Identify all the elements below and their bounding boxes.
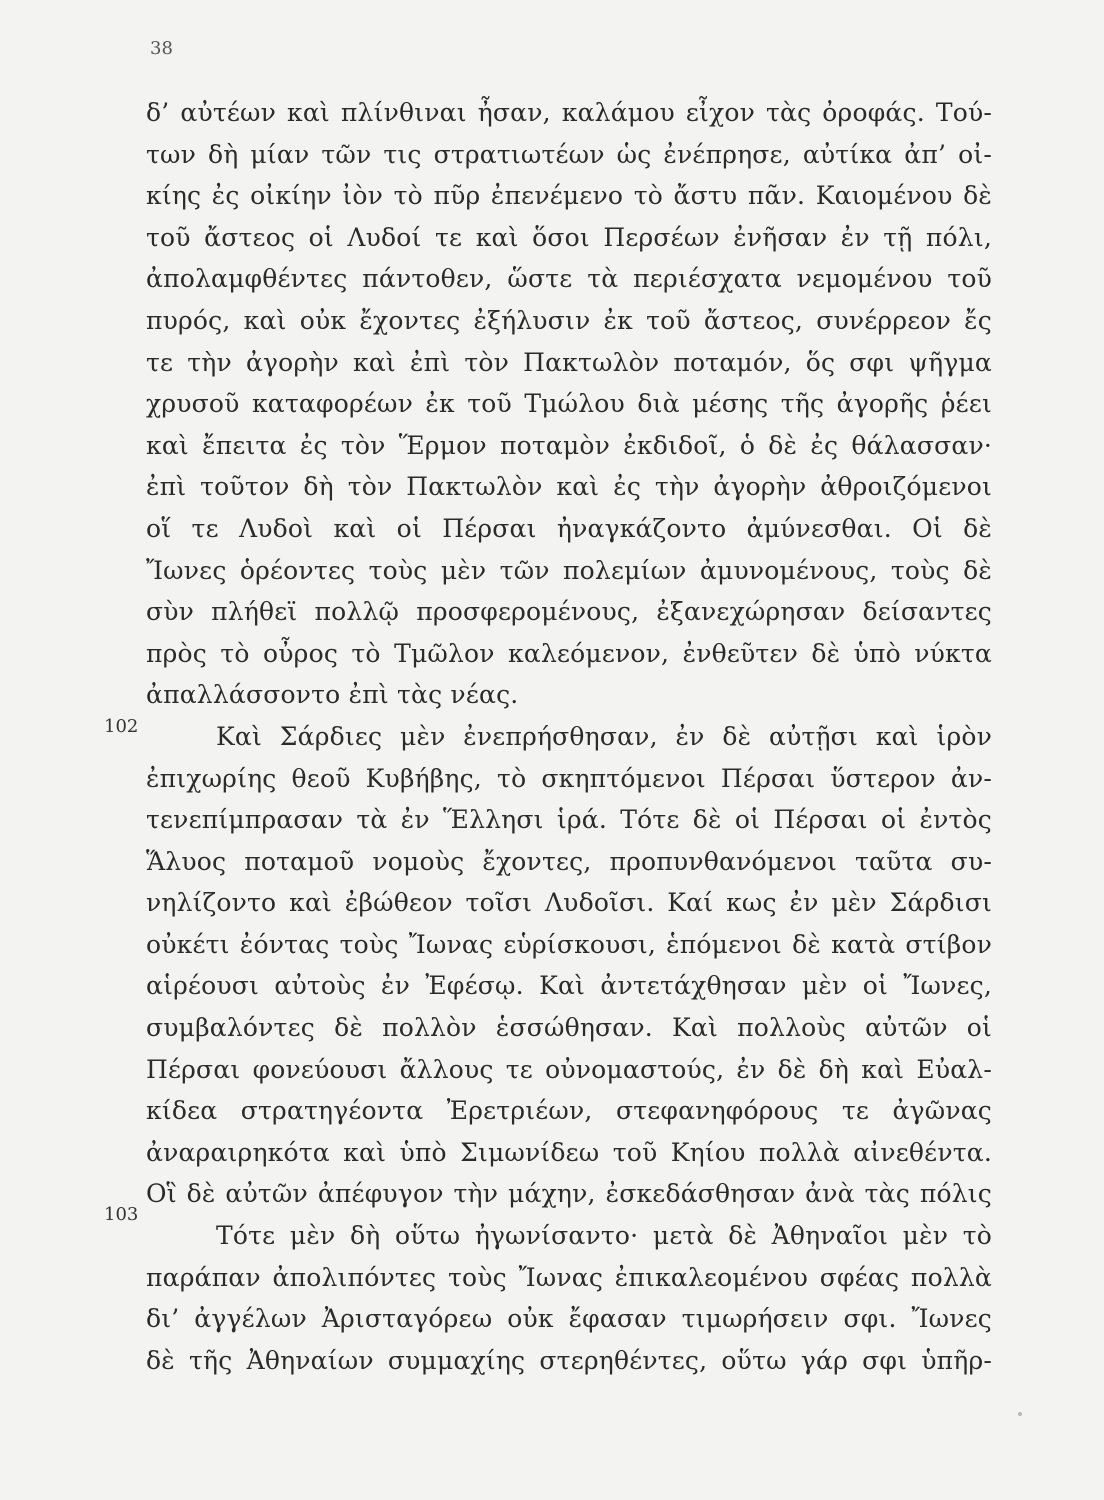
- section-number-103: 103: [104, 1204, 139, 1225]
- text-line: Ἅλυος ποταμοῦ νομοὺς ἔχοντες, προπυνθανόμενοι ταῦτα συ-: [146, 846, 992, 876]
- text-line: Καὶ Σάρδιες μὲν ἐνεπρήσθησαν, ἐν δὲ αὐτῇσι καὶ ἱρὸν: [216, 721, 992, 751]
- text-line: αἱρέουσι αὐτοὺς ἐν Ἐφέσῳ. Καὶ ἀντετάχθησαν μὲν οἱ Ἴωνες,: [146, 971, 992, 1001]
- text-line: ἀπολαμφθέντες πάντοθεν, ὥστε τὰ περιέσχατα νεμομένου τοῦ: [146, 264, 992, 294]
- text-line: πρὸς τὸ οὖρος τὸ Τμῶλον καλεόμενον, ἐνθεῦτεν δὲ ὑπὸ νύκτα: [146, 638, 992, 668]
- text-line: ἀναραιρηκότα καὶ ὑπὸ Σιμωνίδεω τοῦ Κηίου πολλὰ αἰνεθέντα.: [146, 1137, 992, 1167]
- text-line: Τότε μὲν δὴ οὕτω ἠγωνίσαντο· μετὰ δὲ Ἀθηναῖοι μὲν τὸ: [216, 1221, 992, 1251]
- text-line: των δὴ μίαν τῶν τις στρατιωτέων ὡς ἐνέπρησε, αὐτίκα ἀπ’ οἰ-: [146, 139, 992, 169]
- section-number-102: 102: [104, 716, 139, 737]
- text-line: συμβαλόντες δὲ πολλὸν ἑσσώθησαν. Καὶ πολλοὺς αὐτῶν οἱ: [146, 1013, 992, 1043]
- greek-text-block: [146, 92, 992, 1381]
- text-line: οἵ τε Λυδοὶ καὶ οἱ Πέρσαι ἠναγκάζοντο ἀμύνεσθαι. Οἱ δὲ: [146, 513, 992, 543]
- text-line: ἐπὶ τοῦτον δὴ τὸν Πακτωλὸν καὶ ἐς τὴν ἀγορὴν ἀθροιζόμενοι: [146, 472, 992, 502]
- text-line: δ’ αὐτέων καὶ πλίνθιναι ἦσαν, καλάμου εἶχον τὰς ὀροφάς. Τού-: [146, 98, 992, 127]
- paper-speck: [1018, 1412, 1022, 1416]
- text-line: κίης ἐς οἰκίην ἰὸν τὸ πῦρ ἐπενέμενο τὸ ἄστυ πᾶν. Καιομένου δὲ: [146, 181, 992, 211]
- text-line: ἀπαλλάσσοντο ἐπὶ τὰς νέας.: [146, 680, 519, 710]
- text-line: Πέρσαι φονεύουσι ἄλλους τε οὐνομαστούς, ἐν δὲ δὴ καὶ Εὐαλ-: [146, 1054, 992, 1084]
- text-line: πυρός, καὶ οὐκ ἔχοντες ἐξήλυσιν ἐκ τοῦ ἄστεος, συνέρρεον ἔς: [146, 305, 992, 335]
- text-line: σὺν πλήθεϊ πολλῷ προσφερομένους, ἐξανεχώρησαν δείσαντες: [146, 597, 992, 627]
- text-line: ἐπιχωρίης θεοῦ Κυβήβης, τὸ σκηπτόμενοι Πέρσαι ὕστερον ἀν-: [146, 763, 992, 793]
- text-line: Οἳ δὲ αὐτῶν ἀπέφυγον τὴν μάχην, ἐσκεδάσθησαν ἀνὰ τὰς πόλις: [146, 1179, 992, 1209]
- text-line: δι’ ἀγγέλων Ἀρισταγόρεω οὐκ ἔφασαν τιμωρήσειν σφι. Ἴωνες: [146, 1304, 992, 1334]
- text-line: νηλίζοντο καὶ ἐβώθεον τοῖσι Λυδοῖσι. Καί κως ἐν μὲν Σάρδισι: [146, 888, 992, 918]
- text-line: τοῦ ἄστεος οἱ Λυδοί τε καὶ ὅσοι Περσέων ἐνῆσαν ἐν τῇ πόλι,: [146, 222, 992, 252]
- text-line: καὶ ἔπειτα ἐς τὸν Ἕρμον ποταμὸν ἐκδιδοῖ, ὁ δὲ ἐς θάλασσαν·: [146, 430, 992, 460]
- text-line: κίδεα στρατηγέοντα Ἐρετριέων, στεφανηφόρους τε ἀγῶνας: [146, 1096, 992, 1126]
- text-line: οὐκέτι ἐόντας τοὺς Ἴωνας εὑρίσκουσι, ἑπόμενοι δὲ κατὰ στίβον: [146, 929, 992, 959]
- text-line: χρυσοῦ καταφορέων ἐκ τοῦ Τμώλου διὰ μέσης τῆς ἀγορῆς ῥέει: [146, 389, 992, 419]
- page-number: 38: [150, 38, 173, 59]
- text-line: παράπαν ἀπολιπόντες τοὺς Ἴωνας ἐπικαλεομένου σφέας πολλὰ: [146, 1262, 992, 1292]
- text-line: δὲ τῆς Ἀθηναίων συμμαχίης στερηθέντες, οὕτω γάρ σφι ὑπῆρ-: [146, 1345, 992, 1375]
- text-line: τενεπίμπρασαν τὰ ἐν Ἕλλησι ἱρά. Τότε δὲ οἱ Πέρσαι οἱ ἐντὸς: [146, 805, 992, 835]
- text-line: Ἴωνες ὁρέοντες τοὺς μὲν τῶν πολεμίων ἀμυνομένους, τοὺς δὲ: [146, 555, 992, 585]
- text-line: τε τὴν ἀγορὴν καὶ ἐπὶ τὸν Πακτωλὸν ποταμόν, ὅς σφι ψῆγμα: [146, 347, 992, 377]
